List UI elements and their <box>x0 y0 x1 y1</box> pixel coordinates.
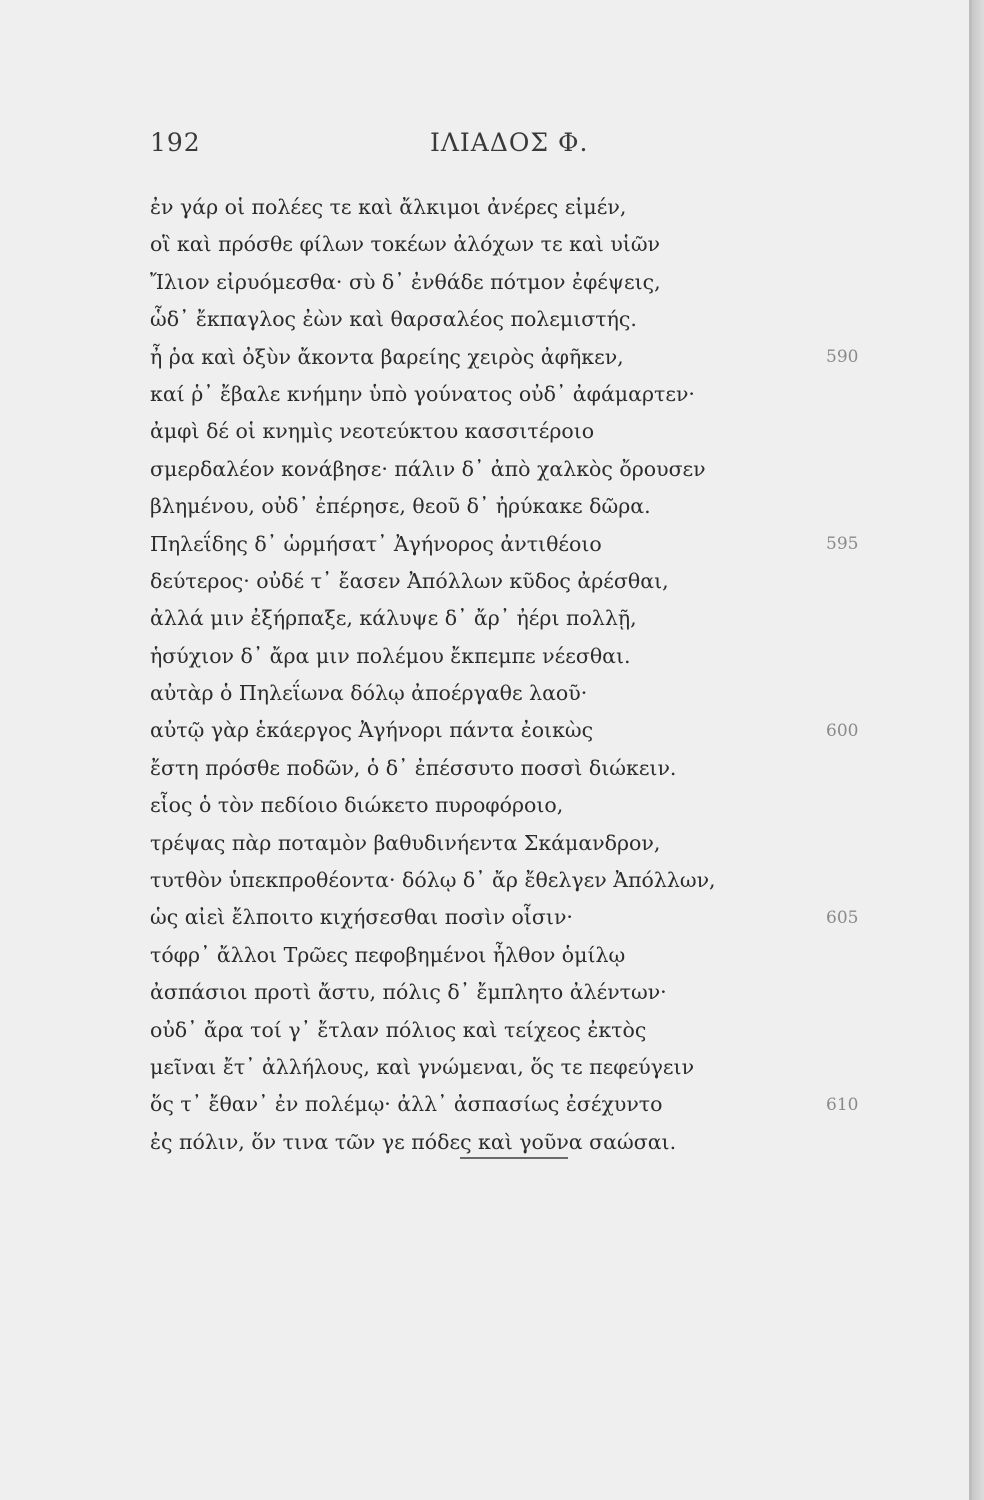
verse-line: ὧδ᾽ ἔκπαγλος ἐὼν καὶ θαρσαλέος πολεμιστής. <box>150 307 637 332</box>
verse-line: βλημένου, οὐδ᾽ ἐπέρησε, θεοῦ δ᾽ ἠρύκακε δῶρα. <box>150 494 651 519</box>
verse-line: οἳ καὶ πρόσθε φίλων τοκέων ἀλόχων τε καὶ υἱῶν <box>150 232 660 257</box>
verse-line: οὐδ᾽ ἄρα τοί γ᾽ ἔτλαν πόλιος καὶ τείχεος ἐκτὸς <box>150 1017 647 1042</box>
line-number: 605 <box>826 907 859 928</box>
closing-rule <box>460 1157 568 1159</box>
verse-line: ἀμφὶ δέ οἱ κνημὶς νεοτεύκτου κασσιτέροιο <box>150 419 595 444</box>
verse-line: ὡς αἰεὶ ἔλποιτο κιχήσεσθαι ποσὶν οἷσιν· <box>150 905 573 930</box>
page-edge <box>972 0 984 1500</box>
page-number: 192 <box>150 128 201 157</box>
verse-line: τρέψας πὰρ ποταμὸν βαθυδινήεντα Σκάμανδρον, <box>150 830 661 855</box>
line-number: 610 <box>826 1094 859 1115</box>
verse-line: τυτθὸν ὑπεκπροθέοντα· δόλῳ δ᾽ ἄρ ἔθελγεν Ἀπόλλων, <box>150 868 716 893</box>
verse-line: ἀλλά μιν ἐξήρπαξε, κάλυψε δ᾽ ἄρ᾽ ἠέρι πολλῇ, <box>150 606 637 631</box>
verse-line: αὐτῷ γὰρ ἑκάεργος Ἀγήνορι πάντα ἐοικὼς <box>150 718 594 743</box>
verse-line: ἐν γάρ οἱ πολέες τε καὶ ἄλκιμοι ἀνέρες εἰμέν, <box>150 195 627 219</box>
verse-line: αὐτὰρ ὁ Πηλεΐωνα δόλῳ ἀποέργαθε λαοῦ· <box>150 681 588 706</box>
verse-line: ἡσύχιον δ᾽ ἄρα μιν πολέμου ἔκπεμπε νέεσθαι. <box>150 643 631 668</box>
verse-line: Πηλεΐδης δ᾽ ὡρμήσατ᾽ Ἀγήνορος ἀντιθέοιο <box>150 531 602 556</box>
line-number: 600 <box>826 720 859 741</box>
verse-line: ἔστη πρόσθε ποδῶν, ὁ δ᾽ ἐπέσσυτο ποσσὶ διώκειν. <box>150 755 677 780</box>
verse-line: εἷος ὁ τὸν πεδίοιο διώκετο πυροφόροιο, <box>150 793 564 818</box>
verse-list <box>150 189 830 1161</box>
running-title: ΙΛΙΑΔΟΣ Φ. <box>430 128 589 157</box>
verse-line: Ἴλιον εἰρυόμεσθα· σὺ δ᾽ ἐνθάδε πότμον ἐφέψεις, <box>150 269 661 294</box>
verse-line: ἐς πόλιν, ὅν τινα τῶν γε πόδες καὶ γοῦνα σαώσαι. <box>150 1129 677 1154</box>
line-number: 595 <box>826 533 859 554</box>
verse-line: μεῖναι ἔτ᾽ ἀλλήλους, καὶ γνώμεναι, ὅς τε πεφεύγειν <box>150 1054 695 1079</box>
verse-line: ἦ ῥα καὶ ὀξὺν ἄκοντα βαρείης χειρὸς ἀφῆκεν, <box>150 344 624 369</box>
verse-line: καί ῥ᾽ ἔβαλε κνήμην ὑπὸ γούνατος οὐδ᾽ ἀφάμαρτεν· <box>150 381 695 406</box>
page-header <box>0 128 972 168</box>
verse-line: ἀσπάσιοι προτὶ ἄστυ, πόλις δ᾽ ἔμπλητο ἀλέντων· <box>150 980 667 1005</box>
line-number: 590 <box>826 346 859 367</box>
verse-line: σμερδαλέον κονάβησε· πάλιν δ᾽ ἀπὸ χαλκὸς ὄρουσεν <box>150 456 706 481</box>
verse-line: τόφρ᾽ ἄλλοι Τρῶες πεφοβημένοι ἦλθον ὁμίλῳ <box>150 942 626 967</box>
verse-line: ὅς τ᾽ ἔθαν᾽ ἐν πολέμῳ· ἀλλ᾽ ἀσπασίως ἐσέχυντο <box>150 1092 663 1117</box>
verse-line: δεύτερος· οὐδέ τ᾽ ἔασεν Ἀπόλλων κῦδος ἀρέσθαι, <box>150 568 669 593</box>
